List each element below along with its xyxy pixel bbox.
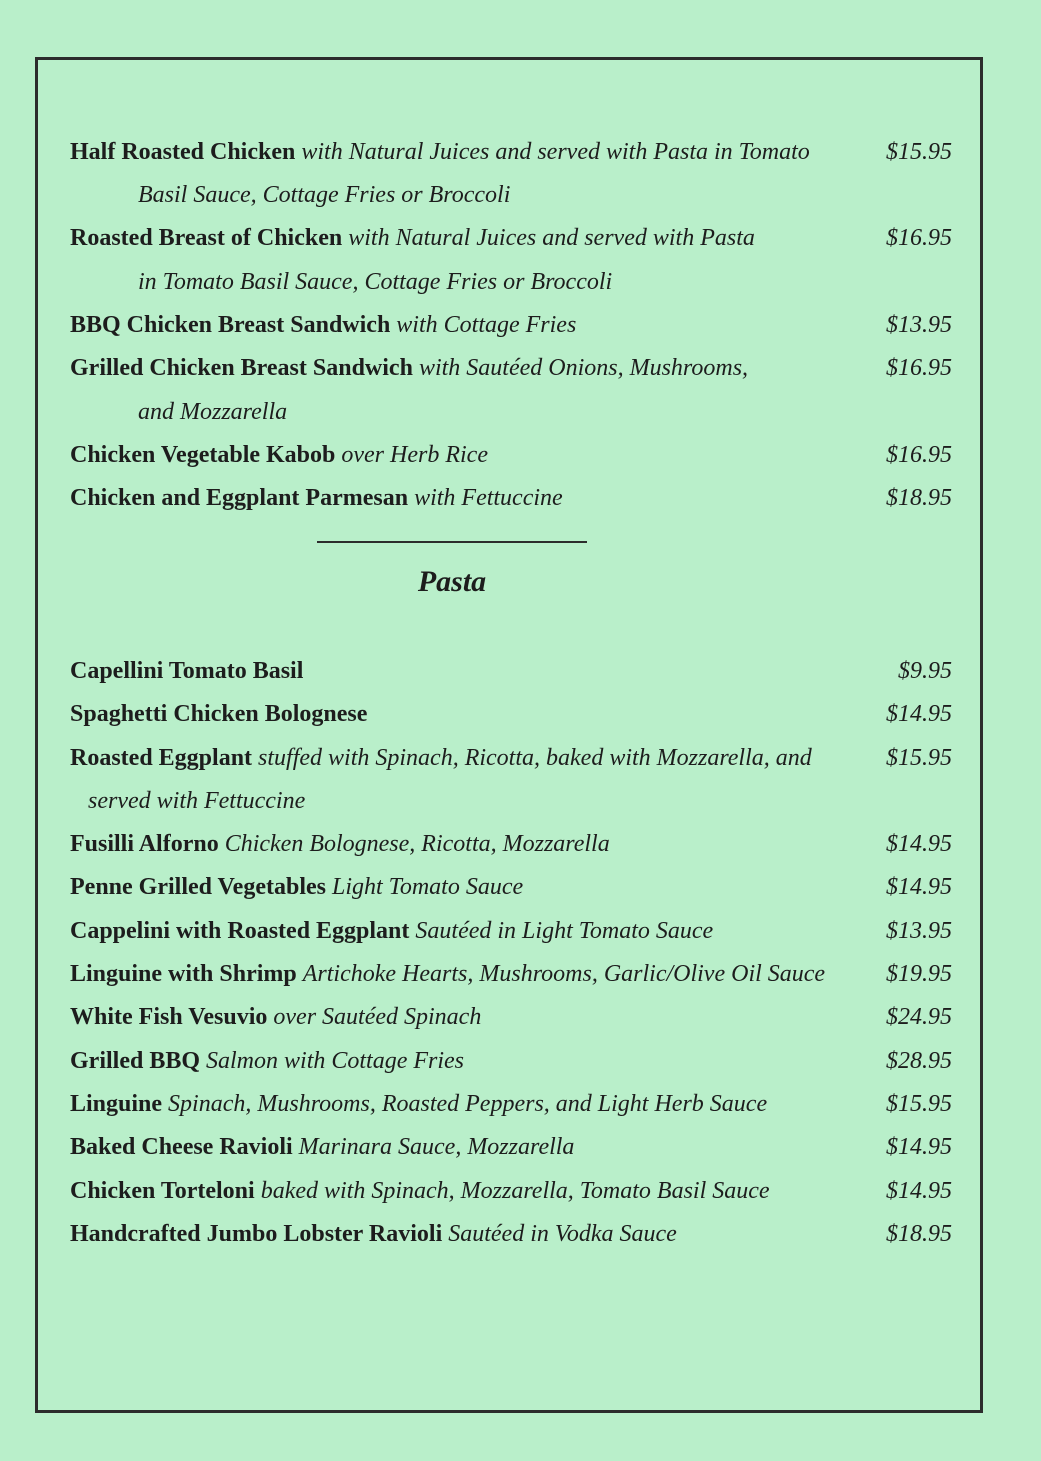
menu-item [70,650,970,693]
item-price: $19.95 [886,961,952,987]
menu-item [70,1213,970,1256]
item-name: Capellini Tomato Basil [70,658,304,684]
item-name: White Fish Vesuvio [70,1004,268,1030]
item-price: $16.95 [886,355,952,381]
item-name: BBQ Chicken Breast Sandwich [70,312,391,338]
item-description: over Sautéed Spinach [273,1004,482,1030]
item-price: $24.95 [886,1004,952,1030]
item-name: Cappelini with Roasted Eggplant [70,918,410,944]
item-price: $15.95 [886,745,952,771]
item-description: Artichoke Hearts, Mushrooms, Garlic/Olive Oil Sauce [302,961,826,987]
item-name: Grilled BBQ [70,1048,201,1074]
item-name: Fusilli Alforno [70,831,219,857]
item-name: Penne Grilled Vegetables [70,874,326,900]
menu-item [70,996,970,1039]
menu-item [70,477,970,520]
item-price: $18.95 [886,485,952,511]
item-name: Spaghetti Chicken Bolognese [70,701,368,727]
item-price: $15.95 [886,139,952,165]
item-name: Linguine with Shrimp [70,961,297,987]
menu-item-continuation [138,261,1038,304]
menu-item-continuation [88,780,988,823]
item-description: Sautéed in Light Tomato Sauce [415,918,714,944]
section-title-pasta: Pasta [417,565,487,598]
item-price: $14.95 [886,1178,952,1204]
menu-item [70,737,970,780]
menu-item [70,217,970,260]
item-description: baked with Spinach, Mozzarella, Tomato Basil Sauce [260,1178,770,1204]
item-description: Sautéed in Vodka Sauce [448,1221,677,1247]
item-name: Baked Cheese Ravioli [70,1134,293,1160]
item-description-continued: and Mozzarella [138,399,288,425]
item-description-continued: in Tomato Basil Sauce, Cottage Fries or Broccoli [138,269,613,295]
item-price: $13.95 [886,312,952,338]
menu-item [70,434,970,477]
item-name: Roasted Breast of Chicken [70,225,343,251]
item-price: $18.95 [886,1221,952,1247]
menu-item [70,823,970,866]
item-description: Marinara Sauce, Mozzarella [298,1134,575,1160]
item-description: Chicken Bolognese, Ricotta, Mozzarella [224,831,610,857]
menu-item [70,953,970,996]
item-price: $16.95 [886,442,952,468]
item-name: Half Roasted Chicken [70,139,296,165]
item-name: Roasted Eggplant [70,745,253,771]
item-price: $15.95 [886,1091,952,1117]
menu-item-continuation [138,174,1038,217]
item-name: Chicken Torteloni [70,1178,255,1204]
item-price: $14.95 [886,1134,952,1160]
item-price: $13.95 [886,918,952,944]
menu-item [70,866,970,909]
section-divider [317,541,587,543]
menu-item [70,1040,970,1083]
item-description: with Fettuccine [414,485,563,511]
menu-item-continuation [138,391,1038,434]
item-price: $14.95 [886,874,952,900]
item-price: $28.95 [886,1048,952,1074]
item-price: $14.95 [886,701,952,727]
item-price: $9.95 [898,658,952,684]
menu-item [70,1170,970,1213]
item-price: $16.95 [886,225,952,251]
item-name: Chicken and Eggplant Parmesan [70,485,409,511]
item-description: with Sautéed Onions, Mushrooms, [418,355,749,381]
item-name: Chicken Vegetable Kabob [70,442,336,468]
menu-item [70,1126,970,1169]
menu-item [70,347,970,390]
item-description-continued: Basil Sauce, Cottage Fries or Broccoli [138,182,511,208]
menu-item [70,910,970,953]
item-description: Salmon with Cottage Fries [206,1048,465,1074]
item-price: $14.95 [886,831,952,857]
item-description-continued: served with Fettuccine [88,788,306,814]
item-description: with Natural Juices and served with Pasta in Tomato [301,139,810,165]
item-name: Grilled Chicken Breast Sandwich [70,355,413,381]
item-description: with Cottage Fries [396,312,577,338]
item-name: Linguine [70,1091,163,1117]
menu-item [70,304,970,347]
item-description: over Herb Rice [341,442,488,468]
item-name: Handcrafted Jumbo Lobster Ravioli [70,1221,443,1247]
item-description: stuffed with Spinach, Ricotta, baked with Mozzarella, and [258,745,812,771]
menu-item [70,131,970,174]
item-description: Spinach, Mushrooms, Roasted Peppers, and Light Herb Sauce [168,1091,768,1117]
item-description: with Natural Juices and served with Pasta [348,225,755,251]
menu-item [70,693,970,736]
item-description: Light Tomato Sauce [331,874,524,900]
menu-item [70,1083,970,1126]
